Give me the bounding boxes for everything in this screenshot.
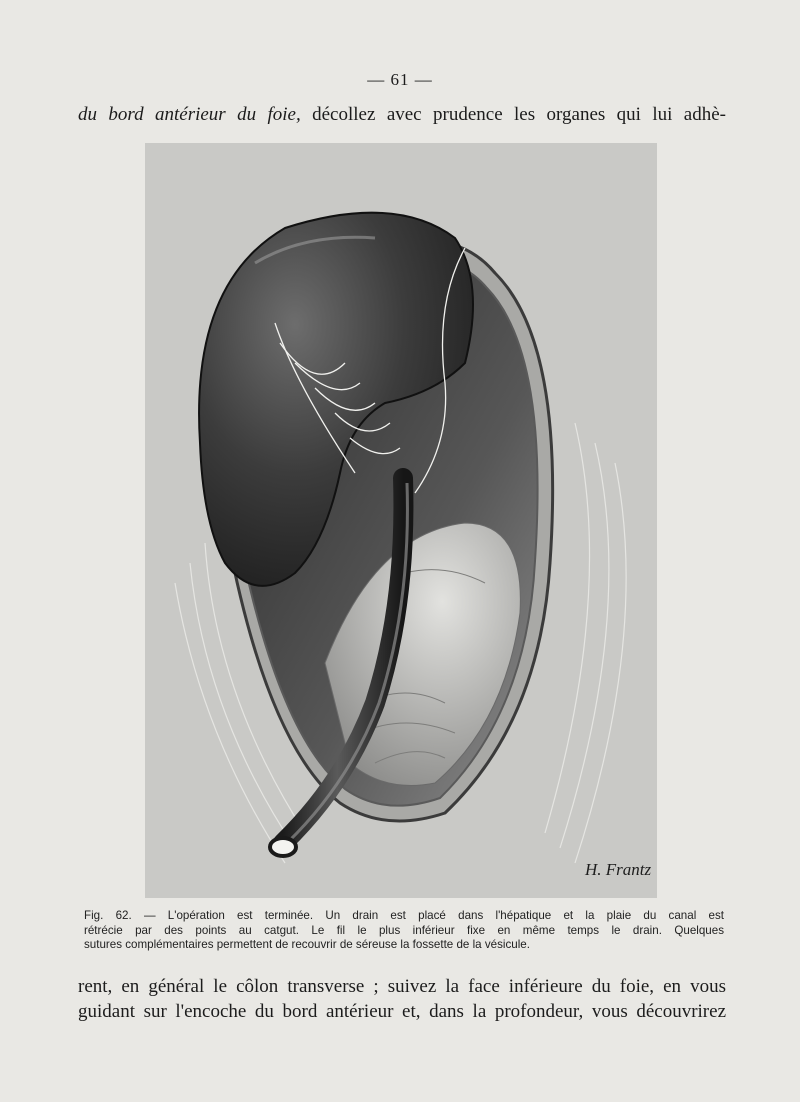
figure-caption bbox=[84, 909, 724, 953]
page-number: — 61 — bbox=[367, 70, 433, 89]
surgical-illustration-plate bbox=[145, 143, 657, 898]
drain-tube-opening bbox=[270, 838, 296, 856]
illustrator-signature: H. Frantz bbox=[585, 860, 652, 879]
caption-line: rétrécie par des points au catgut. Le fil le plus inférieur fixe en même temps le drain. Quelques bbox=[84, 923, 724, 937]
caption-line: Fig. 62. — L'opération est terminée. Un drain est placé dans l'hépatique et la plaie du canal est bbox=[84, 909, 724, 922]
top-text-italic: du bord antérieur du foie, bbox=[78, 104, 301, 125]
body-text-line: guidant sur l'encoche du bord antérieur et, dans la profondeur, vous découvrirez bbox=[78, 1001, 726, 1022]
caption-line: sutures complémentaires permettent de recouvrir de séreuse la fossette de la vésicule. bbox=[84, 938, 530, 951]
surgical-illustration bbox=[145, 143, 657, 898]
body-text-line: rent, en général le côlon transverse ; suivez la face inférieure du foie, en vous bbox=[78, 976, 726, 997]
top-text-line bbox=[78, 103, 726, 127]
top-text-rest: décollez avec prudence les organes qui lui adhè- bbox=[300, 104, 726, 125]
